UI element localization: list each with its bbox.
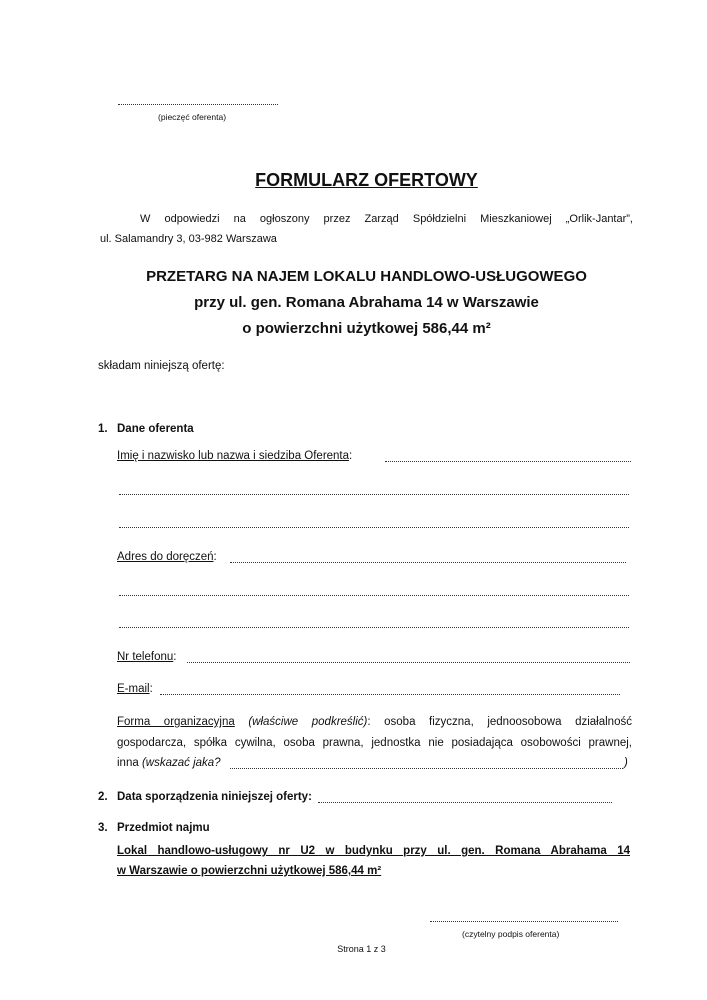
colon: : xyxy=(149,683,153,695)
form-title: FORMULARZ OFERTOWY xyxy=(255,170,478,190)
offer-date-field[interactable] xyxy=(318,802,612,803)
section-1-title: Dane oferenta xyxy=(117,423,194,435)
phone-field-label: Nr telefonu xyxy=(117,651,174,663)
page-number: Strona 1 z 3 xyxy=(337,944,386,954)
address-field-line-2[interactable] xyxy=(119,595,629,596)
section-3-title: Przedmiot najmu xyxy=(117,822,210,834)
intro-line-2: ul. Salamandry 3, 03-982 Warszawa xyxy=(100,233,277,245)
name-field[interactable] xyxy=(385,461,631,462)
org-form-hint: (właściwe podkreślić) xyxy=(248,716,368,728)
address-field-line-3[interactable] xyxy=(119,627,629,628)
email-field-label: E-mail xyxy=(117,683,150,695)
section-1-number: 1. xyxy=(98,423,108,435)
colon: : xyxy=(213,551,217,563)
org-form-options-1: : osoba fizyczna, jednoosobowa działalność xyxy=(367,716,632,728)
address-field-label-wrap xyxy=(117,551,217,563)
colon: : xyxy=(173,651,177,663)
org-form-other: inna xyxy=(117,757,139,769)
address-field-label: Adres do doręczeń xyxy=(117,551,214,563)
tender-heading-line-2: przy ul. gen. Romana Abrahama 14 w Warszawie xyxy=(194,294,539,311)
intro-line-1: W odpowiedzi na ogłoszony przez Zarząd Spółdzielni Mieszkaniowej „Orlik-Jantar”, xyxy=(140,213,633,225)
email-field[interactable] xyxy=(160,694,620,695)
colon: : xyxy=(349,450,353,462)
org-form-line-3 xyxy=(117,757,221,769)
section-2-number: 2. xyxy=(98,791,108,803)
signature-label: (czytelny podpis oferenta) xyxy=(462,929,560,939)
org-form-other-field[interactable] xyxy=(230,768,623,769)
section-3-number: 3. xyxy=(98,822,108,834)
phone-field[interactable] xyxy=(187,662,630,663)
name-field-label-wrap xyxy=(117,450,352,462)
name-field-label: Imię i nazwisko lub nazwa i siedziba Oferenta xyxy=(117,450,350,462)
rental-subject-line-2: w Warszawie o powierzchni użytkowej 586,44 m² xyxy=(117,865,382,877)
section-2-title: Data sporządzenia niniejszej oferty: xyxy=(117,791,312,803)
intro-closing: składam niniejszą ofertę: xyxy=(98,360,225,372)
tender-heading-line-3: o powierzchni użytkowej 586,44 m² xyxy=(242,320,491,337)
org-form-label: Forma organizacyjna xyxy=(117,716,235,728)
stamp-label: (pieczęć oferenta) xyxy=(158,112,227,122)
org-form-close-paren: ) xyxy=(624,757,628,769)
email-field-label-wrap xyxy=(117,683,153,695)
phone-field-label-wrap xyxy=(117,651,176,663)
signature-field[interactable] xyxy=(430,921,618,922)
name-field-line-3[interactable] xyxy=(119,527,629,528)
tender-heading-line-1: PRZETARG NA NAJEM LOKALU HANDLOWO-USŁUGOWEGO xyxy=(146,268,587,285)
address-field[interactable] xyxy=(230,562,626,563)
org-form-line-2: gospodarcza, spółka cywilna, osoba prawna, jednostka nie posiadająca osobowości prawnej, xyxy=(117,737,632,749)
name-field-line-2[interactable] xyxy=(119,494,629,495)
stamp-field[interactable] xyxy=(118,104,278,105)
org-form-line-1 xyxy=(117,716,632,728)
org-form-other-hint: (wskazać jaka? xyxy=(141,757,221,769)
rental-subject-line-1: Lokal handlowo-usługowy nr U2 w budynku przy ul. gen. Romana Abrahama 14 xyxy=(117,845,630,857)
